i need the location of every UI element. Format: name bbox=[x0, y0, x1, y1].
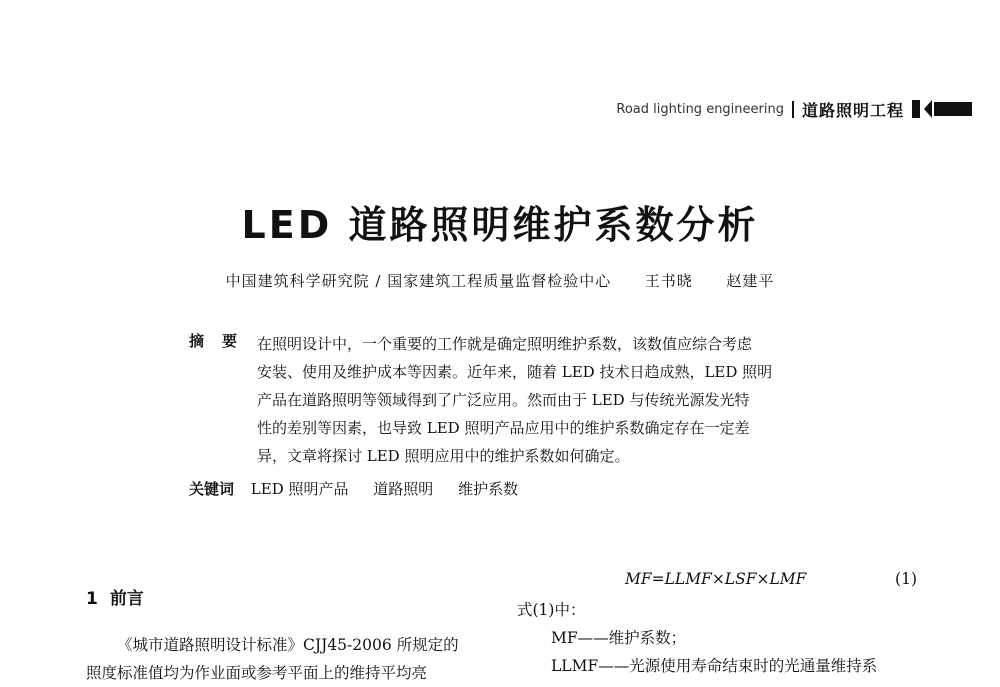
header-chinese: 道路照明工程 bbox=[801, 100, 904, 120]
author-name: 王书晓 bbox=[644, 272, 693, 290]
affiliation: 中国建筑科学研究院 / 国家建筑工程质量监督检验中心 bbox=[225, 272, 612, 290]
abstract-line: 性的差别等因素，也导致 LED 照明产品应用中的维护系数确定存在一定差 bbox=[257, 419, 750, 437]
body-line: 照度标准值均为作业面或参考平面上的维持平均亮 bbox=[86, 664, 428, 682]
abstract bbox=[189, 330, 814, 470]
paper-title: LED 道路照明维护系数分析 bbox=[241, 203, 759, 247]
definition-item: MF——维护系数； bbox=[551, 629, 687, 647]
abstract-line: 异，文章将探讨 LED 照明应用中的维护系数如何确定。 bbox=[257, 447, 630, 465]
author-name: 赵建平 bbox=[726, 272, 775, 290]
abstract-label: 摘要 bbox=[189, 332, 256, 350]
keyword: 维护系数 bbox=[458, 480, 519, 498]
right-column bbox=[517, 570, 917, 680]
body-line: 《城市道路照明设计标准》CJJ45-2006 所规定的 bbox=[117, 636, 459, 654]
section-title: 前言 bbox=[109, 589, 144, 609]
equation-number: (1) bbox=[895, 570, 917, 588]
header-arrow-icon bbox=[912, 98, 972, 120]
header-english: Road lighting engineering bbox=[616, 101, 784, 117]
keyword: 道路照明 bbox=[373, 480, 434, 498]
header-divider bbox=[792, 101, 794, 118]
keyword: LED 照明产品 bbox=[250, 480, 349, 498]
keywords-label: 关键词 bbox=[189, 480, 235, 498]
abstract-line: 产品在道路照明等领域得到了广泛应用。然而由于 LED 与传统光源发光特 bbox=[257, 391, 750, 409]
abstract-line: 安装、使用及维护成本等因素。近年来，随着 LED 技术日趋成熟，LED 照明 bbox=[257, 363, 773, 381]
abstract-body bbox=[257, 330, 814, 470]
left-column bbox=[86, 584, 486, 687]
section-number: 1 bbox=[86, 589, 98, 609]
section-heading bbox=[86, 584, 486, 609]
definitions-intro: 式(1)中： bbox=[517, 601, 586, 619]
definition-item: LLMF——光源使用寿命结束时的光通量维持系 bbox=[551, 657, 878, 675]
author-line bbox=[0, 270, 1000, 291]
abstract-line: 在照明设计中，一个重要的工作就是确定照明维护系数，该数值应综合考虑 bbox=[257, 335, 753, 353]
equation-expression: MF=LLMF×LSF×LMF bbox=[625, 570, 807, 588]
running-header bbox=[616, 96, 972, 122]
keywords bbox=[189, 478, 538, 499]
equation bbox=[517, 570, 917, 596]
